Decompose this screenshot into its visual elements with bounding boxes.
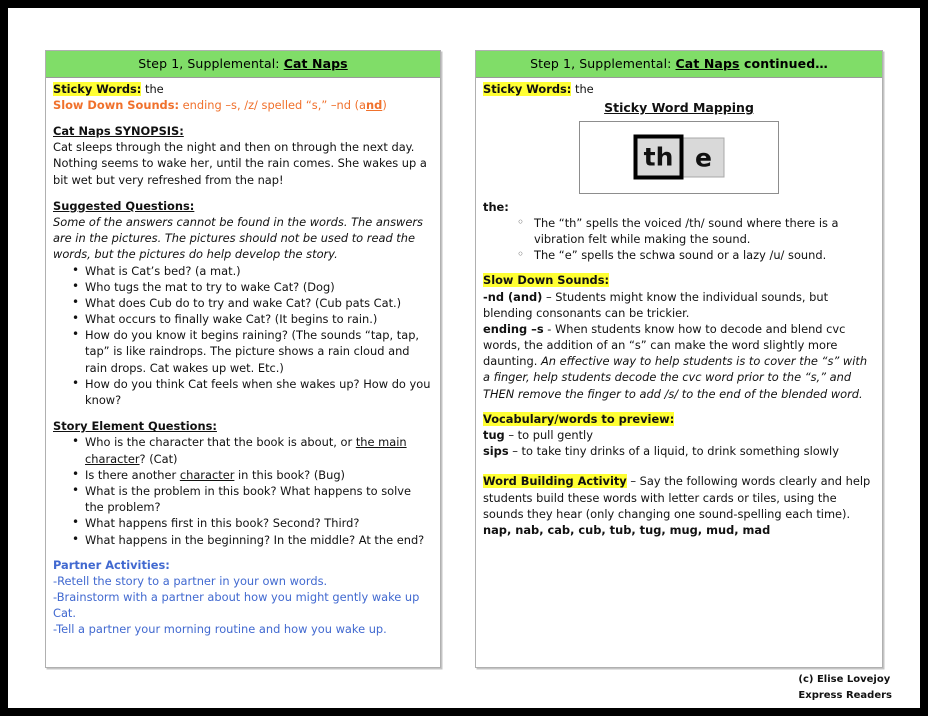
- suggested-questions-intro: Some of the answers cannot be found in the words. The answers are in the pictures. The pictures should not be used to read the words, but the pictures do help develop the story.: [53, 214, 423, 262]
- list-item: • What happens in the beginning? In the middle? At the end?: [72, 532, 433, 548]
- list-item: • How do you think Cat feels when she wakes up? How do you know?: [72, 376, 433, 408]
- right-page-panel: [475, 50, 883, 668]
- right-header-title: Cat Naps: [675, 56, 740, 71]
- ending-s-explanation: [483, 321, 875, 402]
- list-item: ◦ The “th” spells the voiced /th/ sound where there is a vibration felt while making the sound.: [517, 215, 875, 247]
- seq-item1-a: Who is the character that the book is about, or: [85, 435, 356, 450]
- list-item: • Who tugs the mat to try to wake Cat? (Dog): [72, 279, 433, 295]
- right-panel-body: [476, 78, 882, 543]
- left-header-title: Cat Naps: [283, 56, 348, 71]
- sticky-words-value: the: [141, 81, 164, 96]
- word-building-word-list: nap, nab, cab, cub, tub, tug, mug, mud, mad: [483, 522, 771, 537]
- story-element-questions-list: [53, 434, 433, 547]
- nd-text: – Students might know the individual sounds, but blending consonants can be trickier.: [483, 289, 829, 320]
- suggested-questions-heading: Suggested Questions:: [53, 198, 195, 213]
- spacer: [483, 263, 875, 272]
- list-item: • What is Cat’s bed? (a mat.): [72, 263, 433, 279]
- list-item: [72, 434, 433, 466]
- left-page-panel: [45, 50, 441, 668]
- seq-item2-a: Is there another: [85, 467, 180, 482]
- list-item: [72, 467, 433, 483]
- sticky-word-mapping-box: [579, 121, 779, 194]
- slow-down-sounds-line: [53, 97, 433, 113]
- suggested-questions-list: [53, 263, 433, 409]
- list-item: ◦ The “e” spells the schwa sound or a lazy /u/ sound.: [517, 247, 875, 263]
- footer-line-copyright: (c) Elise Lovejoy: [798, 674, 891, 685]
- vocabulary-word: tug: [483, 428, 505, 442]
- ending-s-label: ending –s: [483, 321, 544, 336]
- spacer: [483, 402, 875, 411]
- left-panel-body: [46, 78, 440, 642]
- left-sticky-words-line: [53, 81, 433, 97]
- vocabulary-heading-line: [483, 411, 875, 427]
- vocabulary-heading: Vocabulary/words to preview:: [483, 411, 675, 426]
- seq-item1-underlined: the main character: [85, 435, 407, 466]
- the-explainer-list: [483, 215, 875, 264]
- sticky-word-mapping-title: Sticky Word Mapping: [604, 99, 754, 115]
- right-slow-down-heading-line: [483, 272, 875, 288]
- word-building-heading: Word Building Activity: [483, 474, 627, 489]
- synopsis-heading: Cat Naps SYNOPSIS:: [53, 124, 184, 138]
- left-panel-header: [46, 51, 440, 78]
- list-item: • What happens first in this book? Second? Third?: [72, 515, 433, 531]
- slow-down-sounds-text-c: ): [382, 97, 387, 112]
- slow-down-sounds-label: Slow Down Sounds:: [53, 97, 180, 112]
- vocabulary-word: sips: [483, 444, 509, 459]
- synopsis-body: Cat sleeps through the night and then on through the next day. Nothing seems to wake her, until the rain comes. She wakes up a bit wet but very refreshed from the nap!: [53, 140, 427, 187]
- seq-item1-b: ? (Cat): [139, 451, 178, 466]
- list-item: • What does Cub do to try and wake Cat? (Cub pats Cat.): [72, 295, 433, 311]
- right-sticky-words-line: [483, 81, 875, 97]
- list-item: • How do you know it begins raining? (The sounds “tap, tap, tap” is like raindrops. The picture shows a rain cloud and rain drops. Cat wakes up wet. Etc.): [72, 327, 433, 376]
- word-building-text: – Say the following words clearly and help students build these words with letter cards or tiles, using the sounds they hear (only changing one sound-spelling each time).: [483, 474, 871, 521]
- right-panel-header: [476, 51, 882, 78]
- vocabulary-definition: – to take tiny drinks of a liquid, to drink something slowly: [508, 444, 839, 459]
- list-item: • What is the problem in this book? What happens to solve the problem?: [72, 483, 433, 515]
- worksheet-page: [8, 8, 920, 708]
- ending-s-text: - When students know how to decode and blend cvc words, the addition of an “s” can make the word slightly more daunting.: [483, 321, 846, 369]
- vocabulary-entry: [483, 443, 875, 459]
- spacer: [53, 548, 433, 557]
- partner-activities-heading: Partner Activities:: [53, 557, 170, 572]
- the-explainer-word: the:: [483, 199, 509, 214]
- word-building-activity: [483, 473, 875, 522]
- vocabulary-entry: [483, 427, 875, 443]
- partner-activity-item: -Brainstorm with a partner about how you might gently wake up Cat.: [53, 590, 420, 621]
- sticky-words-label: Sticky Words:: [483, 81, 572, 96]
- nd-label: -nd (and): [483, 289, 543, 304]
- ending-s-italic-tip: An effective way to help students is to cover the “s” with a finger, help students decode the cvc word prior to the “s,” and THEN remove the finger to add /s/ to the end of the blended word.: [483, 354, 868, 401]
- partner-activity-item: -Retell the story to a partner in your own words.: [53, 573, 328, 588]
- seq-item2-b: in this book? (Bug): [234, 467, 346, 482]
- letter-tile-th: th: [634, 135, 684, 180]
- partner-activity-item: -Tell a partner your morning routine and how you wake up.: [53, 622, 387, 637]
- slow-down-sounds-text-a: ending –s, /z/ spelled “s,” –nd (a: [179, 97, 367, 112]
- letter-tiles-group: [634, 135, 725, 180]
- list-item: • What occurs to finally wake Cat? (It begins to rain.): [72, 311, 433, 327]
- slow-down-sounds-heading: Slow Down Sounds:: [483, 273, 610, 288]
- spacer: [483, 459, 875, 468]
- right-header-prefix: Step 1, Supplemental:: [530, 56, 676, 71]
- footer-line-publisher: Express Readers: [798, 689, 892, 701]
- sticky-words-value: the: [571, 81, 594, 96]
- copyright-footer: [798, 672, 892, 703]
- vocabulary-definition: – to pull gently: [504, 428, 593, 442]
- slow-down-sounds-text-nd: nd: [366, 97, 383, 112]
- left-header-prefix: Step 1, Supplemental:: [138, 56, 284, 71]
- story-element-questions-heading: Story Element Questions:: [53, 419, 217, 434]
- letter-tile-e: e: [683, 138, 725, 178]
- sticky-words-label: Sticky Words:: [53, 81, 142, 96]
- seq-item2-underlined: character: [179, 467, 235, 482]
- right-header-suffix: continued…: [739, 56, 828, 71]
- nd-explanation: [483, 289, 875, 321]
